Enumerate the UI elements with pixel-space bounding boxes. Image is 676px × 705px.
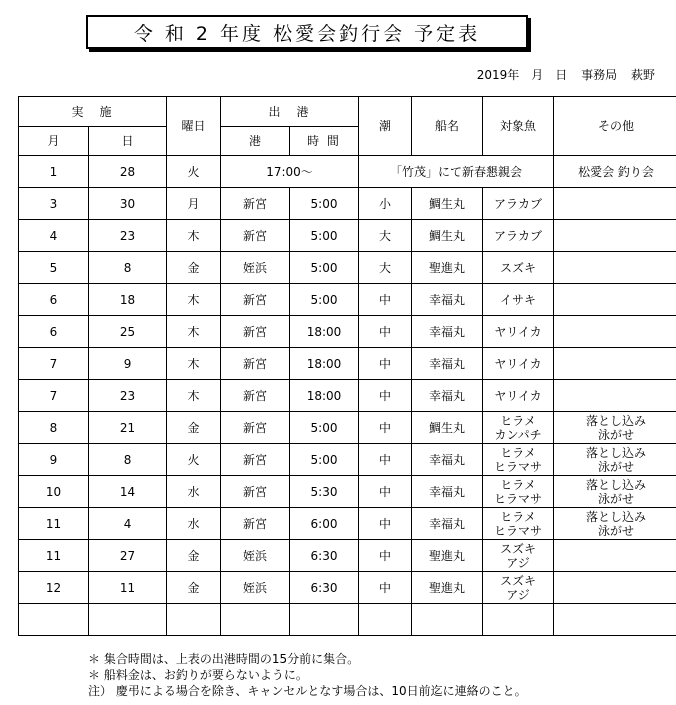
table-row	[19, 220, 676, 252]
cell-day: 25	[89, 316, 167, 348]
cell-weekday: 水	[167, 508, 221, 540]
cell-time: 5:00	[290, 188, 359, 220]
target-fish-line1: スズキ	[500, 541, 537, 556]
cell-month: 3	[19, 188, 89, 220]
table-row-special	[19, 156, 676, 188]
cell-time: 18:00	[290, 316, 359, 348]
cell-time: 18:00	[290, 348, 359, 380]
cell-tide: 中	[359, 316, 412, 348]
target-fish-line2: ヒラマサ	[494, 459, 543, 474]
cell-weekday: 木	[167, 284, 221, 316]
target-fish-line1: ヒラメ	[500, 445, 536, 460]
page-title: 令 和 2 年度 松愛会釣行会 予定表	[86, 15, 528, 49]
cell-other	[554, 220, 676, 252]
cell-target-fish	[483, 220, 554, 252]
cell-day: 30	[89, 188, 167, 220]
cell-port: 姪浜	[221, 540, 290, 572]
header-office: 事務局	[581, 68, 618, 82]
table-row	[19, 412, 676, 444]
cell-tide: 中	[359, 284, 412, 316]
cell-day: 18	[89, 284, 167, 316]
note-line: ＊ 船料金は、お釣りが要らないように。	[88, 668, 308, 682]
cell-port: 新宮	[221, 316, 290, 348]
cell-day: 27	[89, 540, 167, 572]
target-fish-line1: アラカブ	[494, 228, 543, 243]
cell-day: 4	[89, 508, 167, 540]
cell-target-fish	[483, 316, 554, 348]
cell-empty	[221, 604, 290, 636]
table-row	[19, 380, 676, 412]
cell-special-note: 「竹茂」にて新春懇親会	[359, 156, 554, 188]
table-row	[19, 444, 676, 476]
cell-boat: 聖進丸	[412, 252, 483, 284]
cell-empty	[89, 604, 167, 636]
cell-tide: 中	[359, 348, 412, 380]
cell-target-fish	[483, 284, 554, 316]
cell-time: 18:00	[290, 380, 359, 412]
cell-empty	[290, 604, 359, 636]
cell-day: 23	[89, 220, 167, 252]
cell-port: 新宮	[221, 220, 290, 252]
note-line: 注） 慶弔による場合を除き、キャンセルとなす場合は、10日前迄に連絡のこと。	[88, 684, 527, 698]
cell-port: 姪浜	[221, 572, 290, 604]
other-line2: 泳がせ	[598, 427, 635, 442]
cell-port: 新宮	[221, 348, 290, 380]
cell-day: 8	[89, 444, 167, 476]
table-row	[19, 188, 676, 220]
cell-tide: 小	[359, 188, 412, 220]
cell-boat: 聖進丸	[412, 572, 483, 604]
other-line1: 落とし込み	[586, 445, 647, 460]
cell-target-fish	[483, 252, 554, 284]
cell-tide: 大	[359, 252, 412, 284]
target-fish-line1: スズキ	[500, 573, 537, 588]
cell-other	[554, 412, 676, 444]
cell-boat: 幸福丸	[412, 284, 483, 316]
cell-tide: 中	[359, 380, 412, 412]
header-jisshi: 実 施	[19, 97, 167, 127]
header-other: その他	[554, 97, 676, 156]
cell-target-fish	[483, 476, 554, 508]
cell-empty	[483, 604, 554, 636]
header-date: 2019年 月 日	[476, 68, 568, 82]
other-line2: 泳がせ	[598, 459, 635, 474]
cell-weekday: 木	[167, 220, 221, 252]
cell-weekday: 金	[167, 412, 221, 444]
cell-port: 新宮	[221, 412, 290, 444]
cell-boat: 幸福丸	[412, 380, 483, 412]
cell-empty	[19, 604, 89, 636]
header-port: 港	[221, 127, 290, 156]
cell-other	[554, 188, 676, 220]
cell-boat: 鯛生丸	[412, 188, 483, 220]
cell-day: 21	[89, 412, 167, 444]
target-fish-line1: ヒラメ	[500, 477, 536, 492]
cell-boat: 幸福丸	[412, 444, 483, 476]
cell-boat: 鯛生丸	[412, 412, 483, 444]
cell-time: 5:00	[290, 220, 359, 252]
cell-other	[554, 572, 676, 604]
header-row-top	[19, 97, 676, 127]
cell-boat: 幸福丸	[412, 316, 483, 348]
cell-tide: 大	[359, 220, 412, 252]
cell-day: 9	[89, 348, 167, 380]
cell-weekday: 木	[167, 380, 221, 412]
header-departure: 出 港	[221, 97, 359, 127]
target-fish-line1: スズキ	[500, 260, 537, 275]
cell-target-fish	[483, 412, 554, 444]
cell-boat: 幸福丸	[412, 476, 483, 508]
header-boat: 船名	[412, 97, 483, 156]
target-fish-line1: ヤリイカ	[494, 388, 542, 403]
header-month: 月	[19, 127, 89, 156]
target-fish-line1: ヒラメ	[500, 509, 536, 524]
cell-target-fish	[483, 572, 554, 604]
cell-day: 11	[89, 572, 167, 604]
cell-weekday: 金	[167, 540, 221, 572]
cell-time: 5:00	[290, 444, 359, 476]
cell-empty	[412, 604, 483, 636]
cell-month: 12	[19, 572, 89, 604]
cell-other	[554, 508, 676, 540]
cell-tide: 中	[359, 572, 412, 604]
cell-port: 新宮	[221, 444, 290, 476]
cell-weekday: 金	[167, 252, 221, 284]
cell-month: 6	[19, 284, 89, 316]
header-weekday: 曜日	[167, 97, 221, 156]
cell-tide: 中	[359, 444, 412, 476]
cell-other	[554, 348, 676, 380]
cell-tide: 中	[359, 508, 412, 540]
cell-other	[554, 380, 676, 412]
cell-port: 新宮	[221, 188, 290, 220]
cell-boat: 幸福丸	[412, 348, 483, 380]
target-fish-line2: アジ	[506, 587, 530, 602]
other-line1: 落とし込み	[586, 477, 647, 492]
cell-day: 28	[89, 156, 167, 188]
table-row	[19, 348, 676, 380]
cell-boat: 鯛生丸	[412, 220, 483, 252]
table-row	[19, 572, 676, 604]
cell-target-fish	[483, 444, 554, 476]
document-header	[420, 66, 655, 83]
cell-other	[554, 540, 676, 572]
cell-weekday: 火	[167, 444, 221, 476]
cell-time: 6:00	[290, 508, 359, 540]
target-fish-line2: ヒラマサ	[494, 491, 543, 506]
cell-target-fish	[483, 380, 554, 412]
cell-month: 8	[19, 412, 89, 444]
cell-tide: 中	[359, 476, 412, 508]
cell-time: 5:00	[290, 252, 359, 284]
cell-month: 1	[19, 156, 89, 188]
table-row	[19, 284, 676, 316]
cell-port: 新宮	[221, 476, 290, 508]
cell-tide: 中	[359, 540, 412, 572]
other-line1: 落とし込み	[586, 509, 647, 524]
cell-month: 10	[19, 476, 89, 508]
target-fish-line2: ヒラマサ	[494, 523, 543, 538]
cell-other: 松愛会 釣り会	[554, 156, 676, 188]
cell-month: 5	[19, 252, 89, 284]
target-fish-line1: イサキ	[500, 292, 537, 307]
table-row	[19, 508, 676, 540]
cell-day: 8	[89, 252, 167, 284]
cell-boat: 聖進丸	[412, 540, 483, 572]
cell-time: 5:30	[290, 476, 359, 508]
notes	[88, 651, 527, 699]
cell-empty	[359, 604, 412, 636]
cell-other	[554, 284, 676, 316]
cell-other	[554, 476, 676, 508]
table-row	[19, 476, 676, 508]
cell-weekday: 水	[167, 476, 221, 508]
cell-day: 14	[89, 476, 167, 508]
cell-tide: 中	[359, 412, 412, 444]
cell-month: 11	[19, 508, 89, 540]
cell-target-fish	[483, 188, 554, 220]
cell-other	[554, 444, 676, 476]
cell-time: 5:00	[290, 284, 359, 316]
cell-time: 17:00～	[221, 156, 359, 188]
target-fish-line2: アジ	[506, 555, 530, 570]
header-person: 萩野	[630, 68, 655, 82]
table-row-empty	[19, 604, 676, 636]
other-line2: 泳がせ	[598, 491, 635, 506]
cell-time: 6:30	[290, 572, 359, 604]
cell-time: 6:30	[290, 540, 359, 572]
cell-target-fish	[483, 508, 554, 540]
cell-month: 9	[19, 444, 89, 476]
cell-weekday: 木	[167, 348, 221, 380]
table-row	[19, 540, 676, 572]
target-fish-line1: ヒラメ	[500, 413, 536, 428]
target-fish-line1: ヤリイカ	[494, 324, 542, 339]
cell-weekday: 木	[167, 316, 221, 348]
cell-weekday: 火	[167, 156, 221, 188]
cell-time: 5:00	[290, 412, 359, 444]
header-target: 対象魚	[483, 97, 554, 156]
cell-month: 6	[19, 316, 89, 348]
cell-port: 姪浜	[221, 252, 290, 284]
header-day: 日	[89, 127, 167, 156]
cell-port: 新宮	[221, 380, 290, 412]
cell-month: 11	[19, 540, 89, 572]
target-fish-line1: ヤリイカ	[494, 356, 542, 371]
cell-empty	[554, 604, 676, 636]
target-fish-line1: アラカブ	[494, 196, 543, 211]
target-fish-line2: カンパチ	[494, 427, 542, 442]
header-time: 時 間	[290, 127, 359, 156]
note-line: ＊ 集合時間は、上表の出港時間の15分前に集合。	[88, 652, 360, 666]
cell-month: 7	[19, 380, 89, 412]
cell-day: 23	[89, 380, 167, 412]
cell-port: 新宮	[221, 508, 290, 540]
other-line2: 泳がせ	[598, 523, 635, 538]
cell-port: 新宮	[221, 284, 290, 316]
cell-other	[554, 316, 676, 348]
cell-target-fish	[483, 540, 554, 572]
cell-boat: 幸福丸	[412, 508, 483, 540]
cell-month: 7	[19, 348, 89, 380]
cell-weekday: 月	[167, 188, 221, 220]
cell-empty	[167, 604, 221, 636]
cell-month: 4	[19, 220, 89, 252]
schedule-table	[18, 96, 676, 636]
cell-weekday: 金	[167, 572, 221, 604]
header-tide: 潮	[359, 97, 412, 156]
table-row	[19, 316, 676, 348]
table-row	[19, 252, 676, 284]
cell-target-fish	[483, 348, 554, 380]
other-line1: 落とし込み	[586, 413, 647, 428]
cell-other	[554, 252, 676, 284]
